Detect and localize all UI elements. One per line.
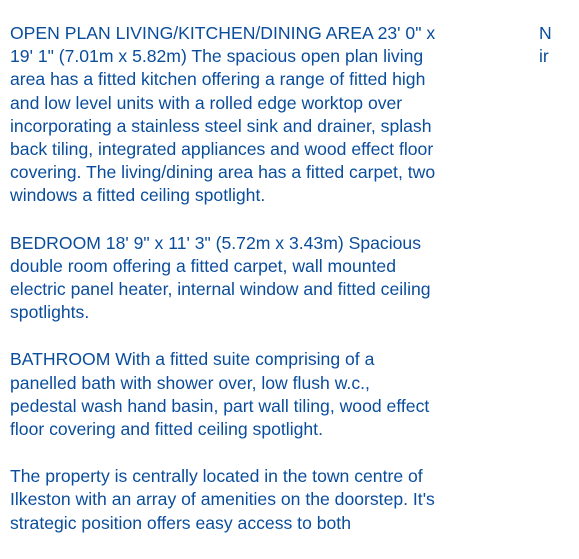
paragraph-line: Ilkeston with an array of amenities on the doorstep. It's	[10, 489, 435, 510]
truncated-line: ir	[539, 46, 549, 67]
truncated-right-column	[539, 22, 579, 68]
paragraph-line: incorporating a stainless steel sink and drainer, splash	[10, 115, 432, 136]
paragraph-line: covering. The living/dining area has a fitted carpet, two	[10, 162, 436, 183]
paragraph-line: double room offering a fitted carpet, wall mounted	[10, 255, 396, 276]
paragraph-line: BATHROOM With a fitted suite comprising of a	[10, 349, 375, 370]
paragraph-line: floor covering and fitted ceiling spotlight.	[10, 419, 323, 440]
bedroom-paragraph	[10, 232, 535, 325]
paragraph-line: OPEN PLAN LIVING/KITCHEN/DINING AREA 23' 0" x	[10, 23, 436, 43]
paragraph-line: The property is centrally located in the town centre of	[10, 466, 423, 487]
property-description-column	[10, 22, 535, 559]
paragraph-line: windows a fitted ceiling spotlight.	[10, 185, 266, 206]
paragraph-line: panelled bath with shower over, low flush w.c.,	[10, 372, 370, 393]
living-kitchen-dining-paragraph	[10, 22, 535, 208]
paragraph-line: spotlights.	[10, 302, 90, 323]
paragraph-line: 19' 1" (7.01m x 5.82m) The spacious open plan living	[10, 46, 424, 67]
paragraph-line: electric panel heater, internal window and fitted ceiling	[10, 279, 431, 300]
location-paragraph	[10, 465, 535, 535]
paragraph-line: BEDROOM 18' 9" x 11' 3" (5.72m x 3.43m) Spacious	[10, 232, 421, 253]
paragraph-line: and low level units with a rolled edge worktop over	[10, 92, 403, 113]
paragraph-line: strategic position offers easy access to both	[10, 512, 351, 533]
bathroom-paragraph	[10, 348, 535, 441]
paragraph-line: pedestal wash hand basin, part wall tiling, wood effect	[10, 395, 430, 416]
paragraph-line: area has a fitted kitchen offering a range of fitted high	[10, 69, 426, 90]
paragraph-line: back tiling, integrated appliances and wood effect floor	[10, 139, 434, 160]
truncated-line: N	[539, 23, 552, 43]
